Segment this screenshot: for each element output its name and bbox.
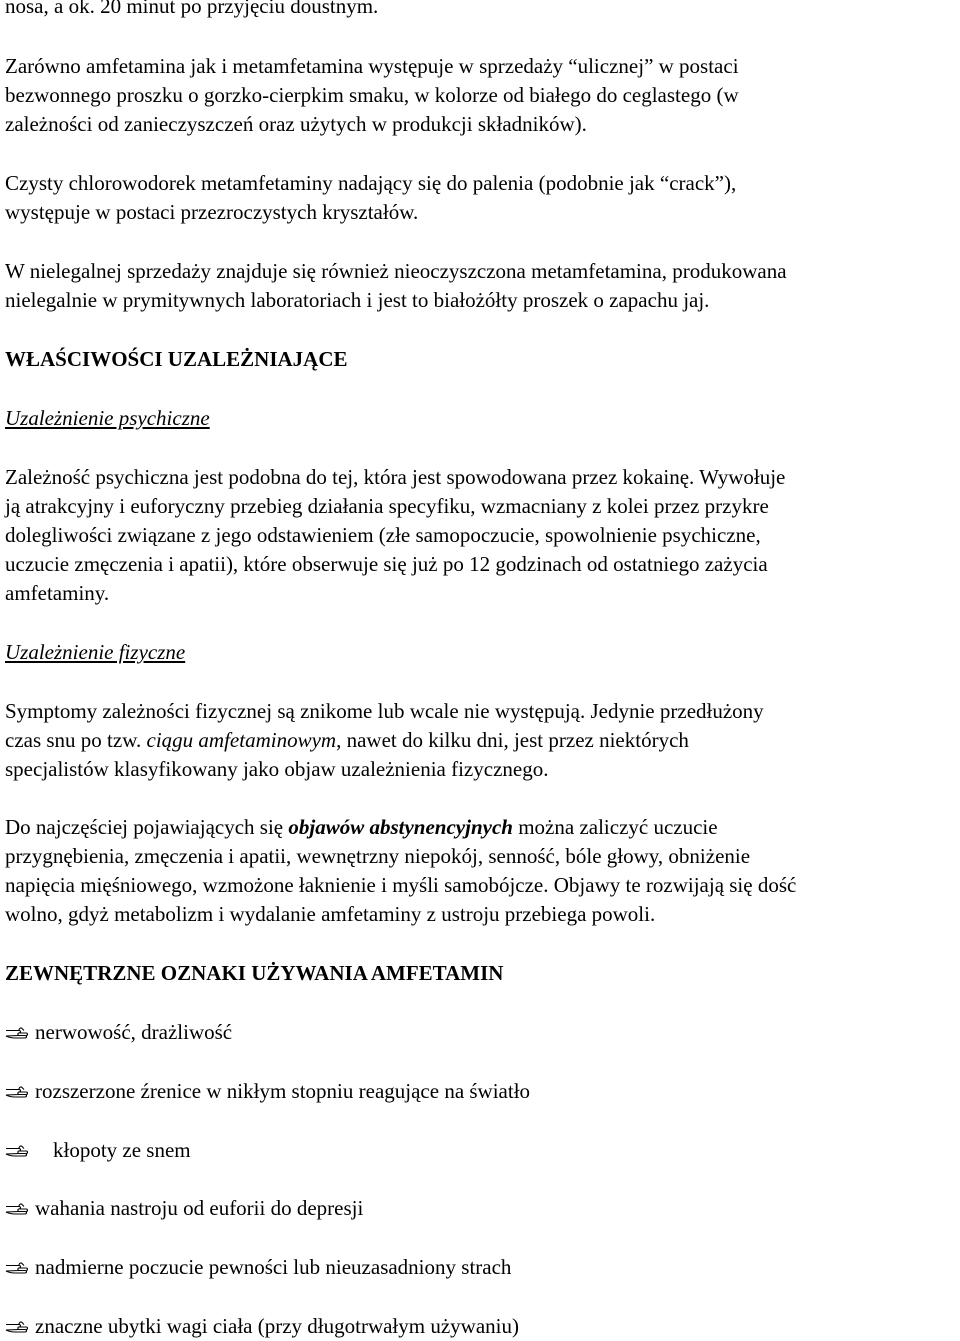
text-line: Czysty chlorowodorek metamfetaminy nadający się do palenia (podobnie jak “crack”), <box>5 171 737 195</box>
paragraph-physical-dependence <box>5 697 955 784</box>
text-line: Zarówno amfetamina jak i metamfetamina występuje w sprzedaży “ulicznej” w postaci <box>5 54 739 78</box>
text-line: wolno, gdyż metabolizm i wydalanie amfetaminy z ustroju przebiega powoli. <box>5 902 656 926</box>
paragraph-withdrawal-symptoms <box>5 813 955 929</box>
text-line: występuje w postaci przezroczystych kryształów. <box>5 200 419 224</box>
paragraph-hydrochloride <box>5 169 955 227</box>
paragraph-psychological-dependence <box>5 463 955 608</box>
subheading-physical-dependence: Uzależnienie fizyczne <box>5 640 186 664</box>
emphasis-italic: ciągu amfetaminowym <box>146 728 337 752</box>
text-line: W nielegalnej sprzedaży znajduje się również nieoczyszczona metamfetamina, produkowana <box>5 259 787 283</box>
list-item: nerwowość, drażliwość <box>5 1018 232 1047</box>
text-line: nielegalnie w prymitywnych laboratoriach i jest to białożółty proszek o zapachu jaj. <box>5 288 710 312</box>
section-heading-addictive-properties: WŁAŚCIWOŚCI UZALEŻNIAJĄCE <box>5 347 348 371</box>
text-line: uczucie zmęczenia i apatii), które obserwuje się już po 12 godzinach od ostatniego zażycia <box>5 552 768 576</box>
list-item: nadmierne poczucie pewności lub nieuzasadniony strach <box>5 1253 511 1282</box>
text-line: amfetaminy. <box>5 581 110 605</box>
text-line: przygnębienia, zmęczenia i apatii, wewnętrzny niepokój, senność, bóle głowy, obniżenie <box>5 844 751 868</box>
pointing-hand-icon <box>5 1026 31 1040</box>
emphasis-bold-italic: objawów abstynencyjnych <box>288 815 513 839</box>
pointing-hand-icon <box>5 1085 31 1099</box>
text-line: napięcia mięśniowego, wzmożone łaknienie i myśli samobójcze. Objawy te rozwijają się dość <box>5 873 797 897</box>
section-heading-external-signs: ZEWNĘTRZNE OZNAKI UŻYWANIA AMFETAMIN <box>5 961 504 985</box>
text-line: bezwonnego proszku o gorzko-cierpkim smaku, w kolorze od białego do ceglastego (w <box>5 83 739 107</box>
pointing-hand-icon <box>5 1261 31 1275</box>
pointing-hand-icon <box>5 1202 31 1216</box>
list-item: wahania nastroju od euforii do depresji <box>5 1194 363 1223</box>
text-line: Zależność psychiczna jest podobna do tej, która jest spowodowana przez kokainę. Wywołuje <box>5 465 786 489</box>
list-item: znaczne ubytki wagi ciała (przy długotrwałym używaniu) <box>5 1312 519 1341</box>
text-line: Do najczęściej pojawiających się objawów abstynencyjnych można zaliczyć uczucie <box>5 815 718 839</box>
text-line: zależności od zanieczyszczeń oraz użytych w produkcji składników). <box>5 112 587 136</box>
text-line: dolegliwości związane z jego odstawieniem (złe samopoczucie, spowolnienie psychiczne, <box>5 523 761 547</box>
text-line: ją atrakcyjny i euforyczny przebieg działania specyfiku, wzmacniany z kolei przez przykre <box>5 494 769 518</box>
text-line: Symptomy zależności fizycznej są znikome lub wcale nie występują. Jedynie przedłużony <box>5 699 764 723</box>
paragraph-intro-tail: nosa, a ok. 20 minut po przyjęciu doustnym. <box>5 0 379 18</box>
paragraph-street-sale <box>5 52 955 139</box>
list-item: kłopoty ze snem <box>5 1136 191 1165</box>
text-line: specjalistów klasyfikowany jako objaw uzależnienia fizycznego. <box>5 757 549 781</box>
text-line: czas snu po tzw. ciągu amfetaminowym, nawet do kilku dni, jest przez niektórych <box>5 728 689 752</box>
pointing-hand-icon <box>5 1144 31 1158</box>
list-item: rozszerzone źrenice w nikłym stopniu reagujące na światło <box>5 1077 530 1106</box>
paragraph-illegal-sale <box>5 257 955 315</box>
pointing-hand-icon <box>5 1320 31 1334</box>
subheading-psychological-dependence: Uzależnienie psychiczne <box>5 406 210 430</box>
